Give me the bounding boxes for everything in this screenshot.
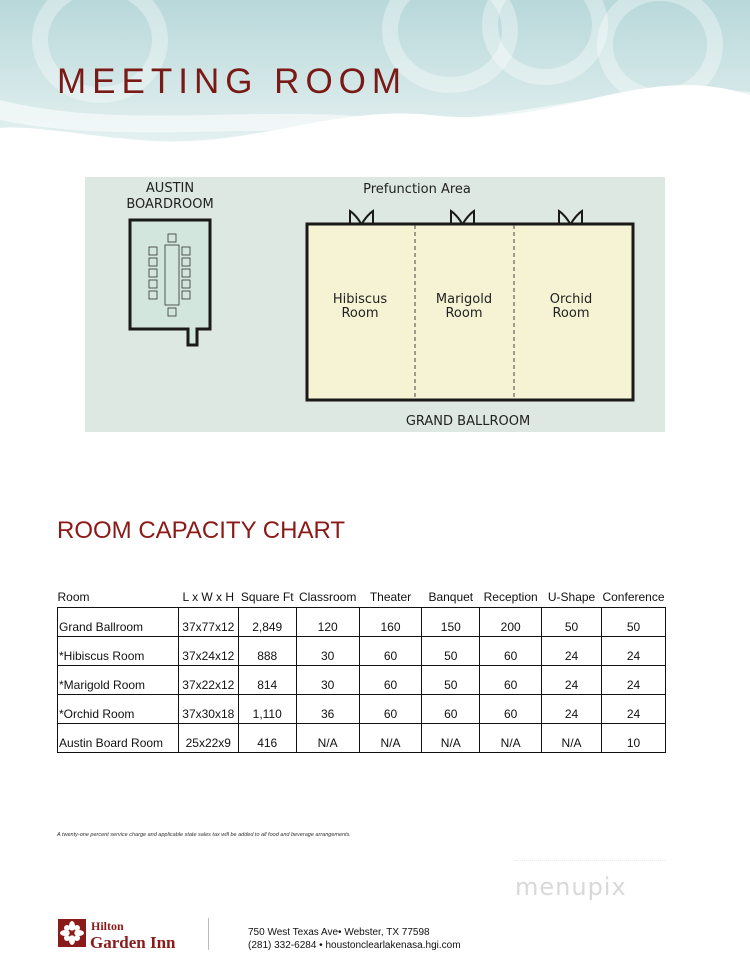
table-cell: 24 (601, 637, 665, 666)
table-cell: 60 (480, 666, 542, 695)
table-cell: 37x30x18 (178, 695, 238, 724)
logo-divider (208, 918, 209, 950)
table-cell: 24 (601, 666, 665, 695)
room-label-marigold-line2: Room (445, 306, 483, 321)
column-header: U-Shape (542, 587, 602, 608)
table-cell: 24 (542, 637, 602, 666)
table-cell: 160 (359, 608, 422, 637)
table-cell: *Orchid Room (58, 695, 179, 724)
room-label-marigold-line1: Marigold (435, 292, 493, 307)
table-cell: Grand Ballroom (58, 608, 179, 637)
column-header: Banquet (422, 587, 480, 608)
ballroom-label: GRAND BALLROOM (405, 414, 531, 429)
column-header: Conference (601, 587, 665, 608)
table-cell: 50 (542, 608, 602, 637)
room-label-hibiscus-line1: Hibiscus (332, 292, 388, 307)
table-cell: 150 (422, 608, 480, 637)
footnote: A twenty-one percent service charge and applicable state sales tax will be added to all food and beverage arrangements. (57, 832, 351, 838)
table-row (58, 666, 666, 695)
table-cell: 888 (238, 637, 296, 666)
boardroom-label-line1: AUSTIN (145, 181, 195, 196)
room-label-hibiscus-line2: Room (341, 306, 379, 321)
table-cell: 60 (422, 695, 480, 724)
table-cell: 37x77x12 (178, 608, 238, 637)
contact-line: (281) 332-6284 • houstonclearlakenasa.hgi.com (248, 940, 461, 951)
table-cell: N/A (542, 724, 602, 753)
column-header: Square Ft (238, 587, 296, 608)
table-cell: 50 (422, 666, 480, 695)
table-cell: N/A (359, 724, 422, 753)
table-header-row (58, 587, 666, 608)
table-cell: 30 (296, 666, 359, 695)
column-header: Reception (480, 587, 542, 608)
watermark-divider (515, 860, 665, 861)
table-cell: 60 (480, 695, 542, 724)
table-cell: N/A (296, 724, 359, 753)
table-cell: Austin Board Room (58, 724, 179, 753)
table-cell: 36 (296, 695, 359, 724)
column-header: Classroom (296, 587, 359, 608)
table-cell: 60 (480, 637, 542, 666)
table-cell: *Hibiscus Room (58, 637, 179, 666)
table-cell: 1,110 (238, 695, 296, 724)
capacity-chart-title: ROOM CAPACITY CHART (57, 517, 346, 544)
table-cell: 2,849 (238, 608, 296, 637)
room-label-orchid-line2: Room (552, 306, 590, 321)
table-cell: 24 (601, 695, 665, 724)
room-label-orchid-line1: Orchid (549, 292, 593, 307)
table-row (58, 637, 666, 666)
capacity-table (57, 587, 666, 753)
brand-line1: Hilton (91, 919, 124, 933)
table-cell: 25x22x9 (178, 724, 238, 753)
watermark: menupix (515, 873, 627, 901)
table-cell: 814 (238, 666, 296, 695)
flower-icon (58, 919, 86, 947)
table-cell: 200 (480, 608, 542, 637)
table-row (58, 608, 666, 637)
table-cell: 60 (359, 666, 422, 695)
table-cell: N/A (422, 724, 480, 753)
address-line: 750 West Texas Ave• Webster, TX 77598 (248, 927, 430, 938)
table-cell: *Marigold Room (58, 666, 179, 695)
floor-plan (85, 177, 665, 432)
table-cell: 10 (601, 724, 665, 753)
column-header: Room (58, 587, 179, 608)
boardroom-label-line2: BOARDROOM (126, 197, 214, 212)
table-row (58, 695, 666, 724)
table-cell: 37x22x12 (178, 666, 238, 695)
brand-line2: Garden Inn (90, 933, 176, 951)
table-cell: 37x24x12 (178, 637, 238, 666)
table-cell: 50 (422, 637, 480, 666)
table-cell: 120 (296, 608, 359, 637)
table-cell: 24 (542, 666, 602, 695)
table-cell: 24 (542, 695, 602, 724)
address-block (248, 926, 461, 952)
hilton-garden-inn-logo (58, 917, 218, 951)
column-header: Theater (359, 587, 422, 608)
table-cell: 60 (359, 695, 422, 724)
column-header: L x W x H (178, 587, 238, 608)
page-title: MEETING ROOM (57, 62, 408, 101)
table-cell: N/A (480, 724, 542, 753)
prefunction-label: Prefunction Area (363, 182, 471, 197)
table-cell: 416 (238, 724, 296, 753)
table-cell: 50 (601, 608, 665, 637)
table-cell: 30 (296, 637, 359, 666)
table-cell: 60 (359, 637, 422, 666)
table-row (58, 724, 666, 753)
